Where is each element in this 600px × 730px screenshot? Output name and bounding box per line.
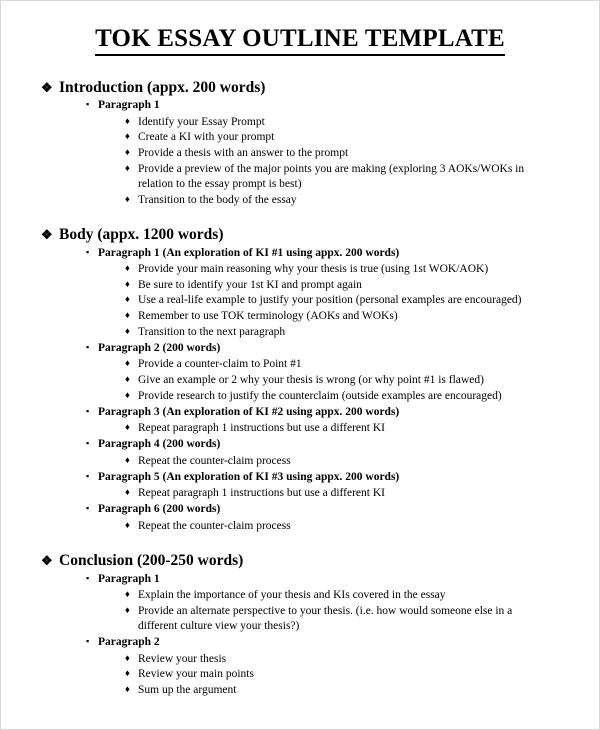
diamond-bullet-icon: ♦ [125,488,130,499]
outline-item [1,683,599,698]
outline-item-label: Be sure to identify your 1st KI and prompt again [138,278,362,291]
paragraph-heading-label: Paragraph 4 (200 words) [98,438,221,451]
outline-item-label: Provide research to justify the counterclaim (outside examples are encouraged) [138,389,502,402]
outline-item [1,588,599,603]
section-heading-label: Introduction (appx. 200 words) [59,78,266,96]
outline-item [1,278,599,293]
section-heading [1,79,599,98]
diamond-bullet-icon: ♦ [125,295,130,306]
square-bullet-icon: ▪ [86,405,90,416]
paragraph-heading [1,437,599,453]
diamond-petal-bullet-icon: ❖ [41,79,53,95]
outline-item [1,421,599,436]
outline-section [1,226,599,534]
outline-item [1,146,599,161]
outline-item [1,262,599,277]
outline-item-label: Explain the importance of your thesis and KIs covered in the essay [138,589,446,602]
outline-item-label: Transition to the next paragraph [138,325,286,338]
diamond-bullet-icon: ♦ [125,359,130,370]
outline-item [1,357,599,372]
diamond-bullet-icon: ♦ [125,311,130,322]
diamond-bullet-icon: ♦ [125,520,130,531]
section-heading [1,552,599,571]
outline-item-label: Transition to the body of the essay [138,193,297,206]
section-heading-label: Body (appx. 1200 words) [59,225,224,243]
paragraph-heading-label: Paragraph 6 (200 words) [98,503,221,516]
paragraph-heading-label: Paragraph 3 (An exploration of KI #2 using appx. 200 words) [98,405,400,418]
paragraph-heading-label: Paragraph 2 [98,636,160,649]
diamond-bullet-icon: ♦ [125,148,130,159]
section-heading-label: Conclusion (200-250 words) [59,551,244,569]
outline-item-label: Provide a preview of the major points you are making (exploring 3 AOKs/WOKs in relation to the essay prompt is best) [138,162,525,190]
outline-item [1,293,599,308]
square-bullet-icon: ▪ [86,99,90,110]
outline-item [1,604,599,634]
outline-item-label: Repeat the counter-claim process [138,519,291,532]
outline-item-label: Repeat paragraph 1 instructions but use a different KI [138,422,385,435]
square-bullet-icon: ▪ [86,572,90,583]
square-bullet-icon: ▪ [86,636,90,647]
diamond-bullet-icon: ♦ [125,194,130,205]
outline-item [1,130,599,145]
square-bullet-icon: ▪ [86,438,90,449]
square-bullet-icon: ▪ [86,470,90,481]
diamond-bullet-icon: ♦ [125,590,130,601]
diamond-bullet-icon: ♦ [125,605,130,616]
diamond-bullet-icon: ♦ [125,455,130,466]
diamond-petal-bullet-icon: ❖ [41,552,53,568]
paragraph-heading-label: Paragraph 1 [98,572,160,585]
outline-item [1,667,599,682]
outline-item [1,193,599,208]
outline-item-label: Provide a thesis with an answer to the prompt [138,147,349,160]
paragraph-heading [1,470,599,486]
diamond-bullet-icon: ♦ [125,390,130,401]
outline-item-label: Provide a counter-claim to Point #1 [138,358,302,371]
diamond-petal-bullet-icon: ❖ [41,226,53,242]
outline-item [1,454,599,469]
diamond-bullet-icon: ♦ [125,326,130,337]
diamond-bullet-icon: ♦ [125,684,130,695]
paragraph-heading [1,502,599,518]
outline-item-label: Sum up the argument [138,683,237,696]
outline-item-label: Repeat the counter-claim process [138,454,291,467]
outline-item [1,652,599,667]
outline-item-label: Provide an alternate perspective to your thesis. (i.e. how would someone else in a different culture view your thesis?) [138,604,513,633]
square-bullet-icon: ▪ [86,341,90,352]
paragraph-heading [1,572,599,588]
diamond-bullet-icon: ♦ [125,264,130,275]
outline-item-label: Create a KI with your prompt [138,131,275,144]
outline-body [1,79,599,699]
diamond-bullet-icon: ♦ [125,669,130,680]
outline-item-label: Review your thesis [138,652,227,665]
diamond-bullet-icon: ♦ [125,279,130,290]
paragraph-heading-label: Paragraph 5 (An exploration of KI #3 using appx. 200 words) [98,470,400,483]
square-bullet-icon: ▪ [86,503,90,514]
outline-item [1,115,599,130]
paragraph-heading-label: Paragraph 1 (An exploration of KI #1 using appx. 200 words) [98,246,400,259]
paragraph-heading-label: Paragraph 1 [98,99,160,112]
outline-item-label: Provide your main reasoning why your thesis is true (using 1st WOK/AOK) [138,263,489,276]
page-title-text: TOK ESSAY OUTLINE TEMPLATE [95,25,505,56]
diamond-bullet-icon: ♦ [125,163,130,174]
diamond-bullet-icon: ♦ [125,423,130,434]
diamond-bullet-icon: ♦ [125,132,130,143]
outline-section [1,552,599,698]
outline-item-label: Review your main points [138,668,254,681]
outline-item [1,162,599,192]
outline-item-label: Give an example or 2 why your thesis is wrong (or why point #1 is flawed) [138,373,484,386]
paragraph-heading [1,341,599,357]
paragraph-heading [1,635,599,651]
paragraph-heading [1,246,599,262]
outline-item-label: Identify your Essay Prompt [138,115,265,128]
paragraph-heading [1,405,599,421]
paragraph-heading [1,98,599,114]
outline-item [1,309,599,324]
outline-item [1,389,599,404]
diamond-bullet-icon: ♦ [125,374,130,385]
paragraph-heading-label: Paragraph 2 (200 words) [98,341,221,354]
page-title [1,25,599,57]
outline-item-label: Use a real-life example to justify your position (personal examples are encouraged) [138,294,522,307]
diamond-bullet-icon: ♦ [125,653,130,664]
outline-section [1,79,599,208]
outline-item-label: Remember to use TOK terminology (AOKs and WOKs) [138,310,398,323]
square-bullet-icon: ▪ [86,246,90,257]
outline-item [1,486,599,501]
diamond-bullet-icon: ♦ [125,116,130,127]
outline-item-label: Repeat paragraph 1 instructions but use a different KI [138,487,385,500]
outline-item [1,373,599,388]
outline-item [1,519,599,534]
outline-item [1,325,599,340]
section-heading [1,226,599,245]
